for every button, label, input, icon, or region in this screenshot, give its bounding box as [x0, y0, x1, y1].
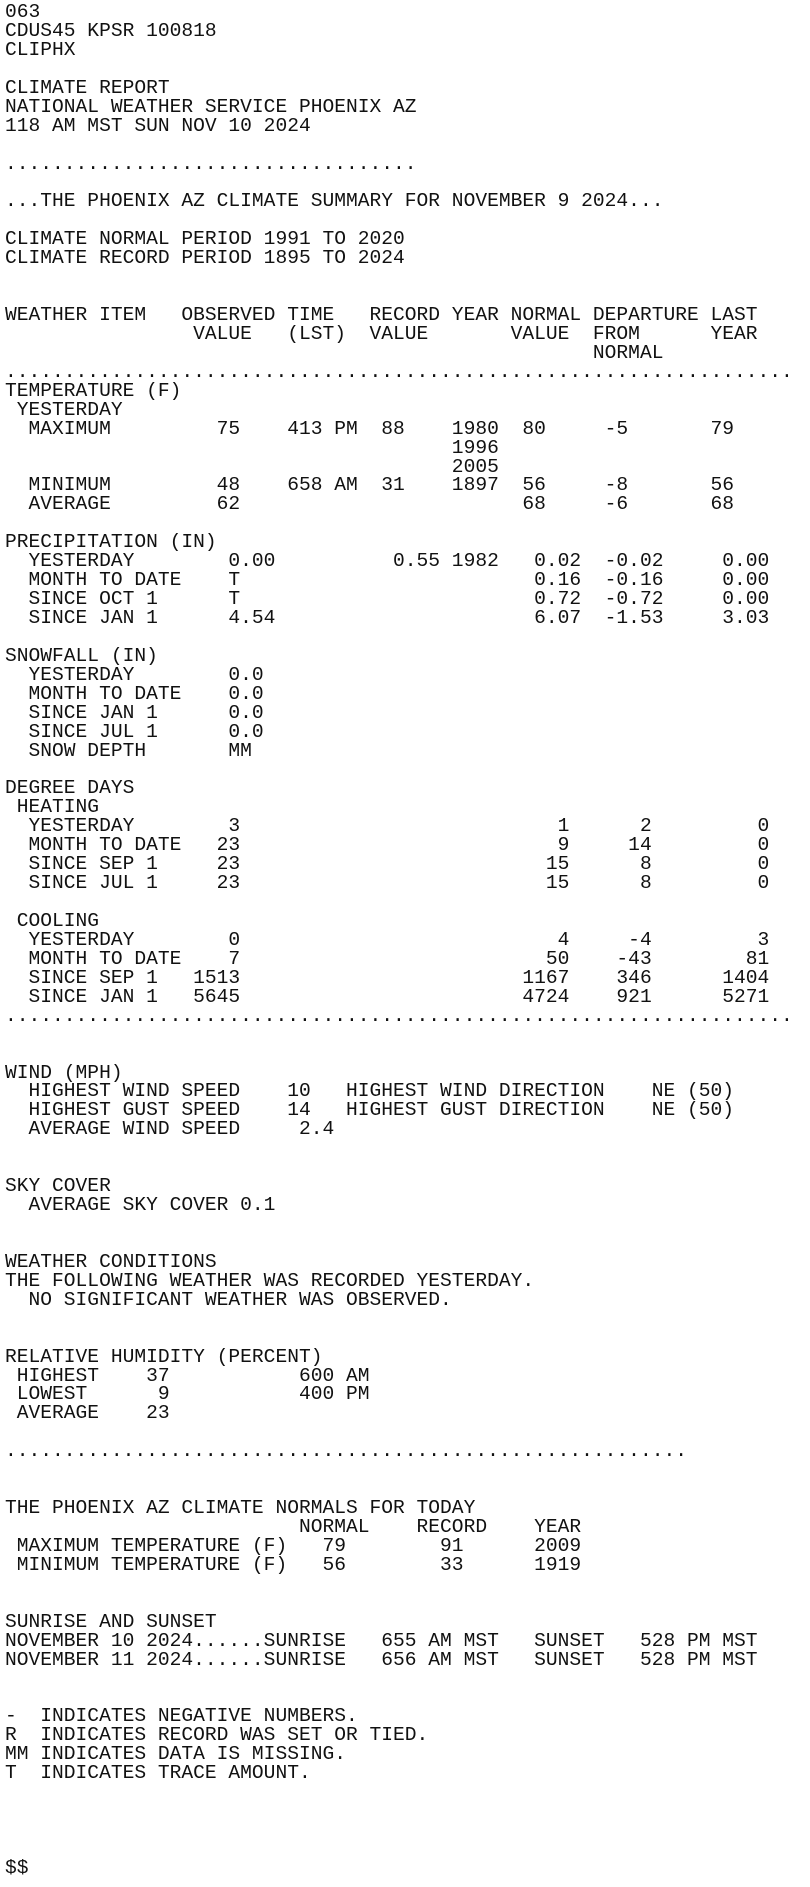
report-line: HEATING	[5, 796, 100, 819]
report-line: NORMAL RECORD YEAR	[5, 1516, 582, 1538]
report-line: 063	[5, 1, 41, 23]
report-line	[5, 1821, 810, 1840]
report-line	[5, 1840, 810, 1859]
report-line: AVERAGE SKY COVER 0.1	[5, 1194, 276, 1217]
report-line: CLIPHX	[5, 38, 76, 61]
report-line: YESTERDAY 3 1 2 0	[5, 815, 770, 838]
report-line	[5, 1045, 810, 1064]
report-line: AVERAGE 62 68 -6 68	[5, 493, 735, 516]
report-line	[5, 893, 810, 912]
report-line: 2005	[5, 455, 499, 478]
report-line: MINIMUM TEMPERATURE (F) 56 33 1919	[5, 1553, 582, 1576]
report-line: SINCE JUL 1 0.0	[5, 720, 264, 743]
report-line: HIGHEST WIND SPEED 10 HIGHEST WIND DIRECTION NE (50)	[5, 1080, 735, 1103]
report-line	[5, 1802, 810, 1821]
report-line: NATIONAL WEATHER SERVICE PHOENIX AZ	[5, 95, 417, 118]
report-line: THE PHOENIX AZ CLIMATE NORMALS FOR TODAY	[5, 1497, 476, 1520]
report-line: COOLING	[5, 910, 100, 932]
report-line: SINCE SEP 1 23 15 8 0	[5, 853, 770, 876]
report-line: ...THE PHOENIX AZ CLIMATE SUMMARY FOR NOVEMBER 9 2024...	[5, 190, 664, 213]
report-line: YESTERDAY	[5, 398, 123, 421]
report-line: AVERAGE WIND SPEED 2.4	[5, 1118, 335, 1141]
report-line: SINCE JAN 1 0.0	[5, 701, 264, 724]
report-line	[5, 136, 810, 155]
report-line	[5, 268, 810, 287]
report-line	[5, 1461, 810, 1480]
report-line: CLIMATE NORMAL PERIOD 1991 TO 2020	[5, 228, 405, 251]
report-line: MONTH TO DATE 7 50 -43 81	[5, 947, 770, 970]
report-line: NO SIGNIFICANT WEATHER WAS OBSERVED.	[5, 1288, 452, 1311]
report-line: THE FOLLOWING WEATHER WAS RECORDED YESTERDAY.	[5, 1269, 535, 1292]
report-line	[5, 1594, 810, 1613]
report-line: MINIMUM 48 658 AM 31 1897 56 -8 56	[5, 474, 735, 497]
report-line	[5, 1329, 810, 1348]
report-line: MAXIMUM 75 413 PM 88 1980 80 -5 79	[5, 417, 735, 440]
report-line: MAXIMUM TEMPERATURE (F) 79 91 2009	[5, 1534, 582, 1557]
report-line: SNOWFALL (IN)	[5, 644, 158, 667]
report-line: CLIMATE REPORT	[5, 76, 170, 99]
report-line	[5, 1215, 810, 1234]
report-line	[5, 1575, 810, 1594]
report-line: SUNRISE AND SUNSET	[5, 1610, 217, 1633]
report-line	[5, 1139, 810, 1158]
report-line: WEATHER CONDITIONS	[5, 1250, 217, 1273]
report-line: 1996	[5, 436, 499, 459]
report-line: MM INDICATES DATA IS MISSING.	[5, 1743, 346, 1766]
report-line: MONTH TO DATE 0.0	[5, 682, 264, 705]
report-line	[5, 1310, 810, 1329]
report-line: TEMPERATURE (F)	[5, 379, 182, 402]
report-line: ..........................................................	[5, 1440, 687, 1463]
report-line: YESTERDAY 0 4 -4 3	[5, 928, 770, 951]
report-line: NOVEMBER 11 2024......SUNRISE 656 AM MST SUNSET 528 PM MST	[5, 1648, 758, 1671]
report-line: NOVEMBER 10 2024......SUNRISE 655 AM MST SUNSET 528 PM MST	[5, 1629, 758, 1652]
report-line: WIND (MPH)	[5, 1061, 123, 1084]
report-line: T INDICATES TRACE AMOUNT.	[5, 1762, 311, 1785]
report-line	[5, 1670, 810, 1689]
report-line: ...................................................................	[5, 1004, 793, 1027]
report-line: SKY COVER	[5, 1175, 111, 1198]
report-line: CDUS45 KPSR 100818	[5, 19, 217, 42]
report-line: YESTERDAY 0.0	[5, 663, 264, 686]
report-line	[5, 1783, 810, 1802]
report-line: VALUE (LST) VALUE VALUE FROM YEAR	[5, 322, 758, 345]
report-line: SINCE SEP 1 1513 1167 346 1404	[5, 966, 770, 989]
report-line: RELATIVE HUMIDITY (PERCENT)	[5, 1345, 323, 1368]
report-line: R INDICATES RECORD WAS SET OR TIED.	[5, 1724, 429, 1747]
report-line: SNOW DEPTH MM	[5, 739, 252, 762]
report-line: ...................................................................	[5, 360, 793, 383]
report-line: 118 AM MST SUN NOV 10 2024	[5, 114, 311, 137]
report-line	[5, 1026, 810, 1045]
report-line: WEATHER ITEM OBSERVED TIME RECORD YEAR NORMAL DEPARTURE LAST	[5, 304, 758, 326]
report-line: SINCE OCT 1 T 0.72 -0.72 0.00	[5, 588, 770, 611]
report-line: HIGHEST 37 600 AM	[5, 1364, 370, 1387]
report-line: SINCE JAN 1 4.54 6.07 -1.53 3.03	[5, 607, 770, 629]
report-line: PRECIPITATION (IN)	[5, 531, 217, 554]
report-line: NORMAL	[5, 341, 664, 364]
report-line	[5, 1158, 810, 1177]
report-line: AVERAGE 23	[5, 1402, 170, 1425]
report-line: YESTERDAY 0.00 0.55 1982 0.02 -0.02 0.00	[5, 550, 770, 573]
report-line: MONTH TO DATE 23 9 14 0	[5, 834, 770, 857]
report-line: DEGREE DAYS	[5, 777, 135, 800]
report-line: LOWEST 9 400 PM	[5, 1383, 370, 1406]
report-line: SINCE JUL 1 23 15 8 0	[5, 872, 770, 895]
report-line: HIGHEST GUST SPEED 14 HIGHEST GUST DIRECTION NE (50)	[5, 1099, 735, 1122]
report-line: - INDICATES NEGATIVE NUMBERS.	[5, 1705, 358, 1728]
report-line: SINCE JAN 1 5645 4724 921 5271	[5, 985, 770, 1008]
report-line: CLIMATE RECORD PERIOD 1895 TO 2024	[5, 247, 405, 270]
report-line: $$	[5, 1856, 29, 1879]
report-line: MONTH TO DATE T 0.16 -0.16 0.00	[5, 569, 770, 592]
report-line: ...................................	[5, 152, 417, 175]
report-line	[5, 60, 810, 79]
